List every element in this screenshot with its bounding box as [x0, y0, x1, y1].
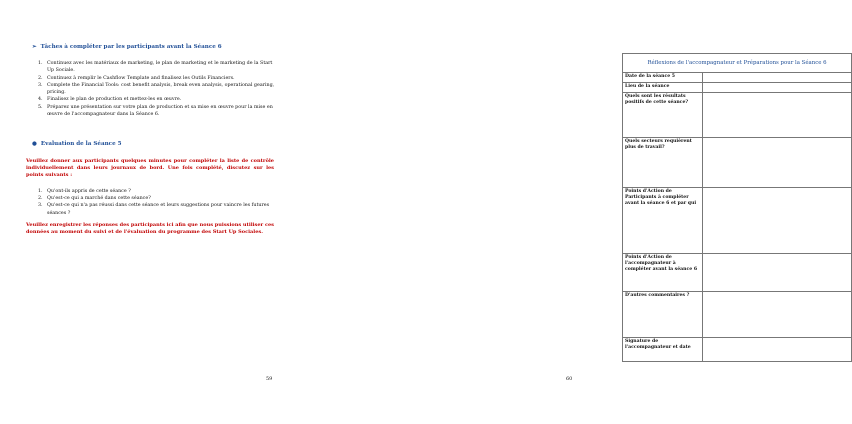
dot-bullet-icon: ●	[32, 141, 37, 147]
row-label: D'autres commentaires ?	[623, 292, 703, 338]
list-item: 3. Qu'est-ce qui n'a pas réussi dans cette séance et leurs suggestions pour vaincre les futures séances ?	[38, 203, 270, 216]
list-item: 2. Qu'est-ce qui a marché dans cette séance?	[38, 196, 151, 202]
row-label: Signature de l'accompagnateur et date	[623, 338, 703, 362]
reflection-table	[622, 53, 852, 362]
right-page	[300, 0, 827, 424]
question-list	[38, 188, 278, 217]
answer-cell[interactable]	[703, 338, 852, 362]
instructions-text: Veuillez donner aux participants quelques minutes pour compléter la liste de contrôle individuellement dans leurs journaux de bord. Une fois complété, discutez sur les points suivants :	[26, 158, 274, 178]
page-number: 59	[266, 376, 273, 382]
row-label: Quels sont les résultats positifs de cette séance?	[623, 93, 703, 138]
list-item: 1. Continuez avec les matériaux de marketing, le plan de marketing et le marketing de la Start Up Sociale.	[38, 61, 273, 74]
section-title-tasks: ➢ Tâches à compléter par les participants avant la Séance 6	[32, 44, 222, 50]
row-label: Lieu de la séance	[623, 83, 703, 93]
answer-cell[interactable]	[703, 83, 852, 93]
page-number: 60	[566, 376, 573, 382]
list-item: 2. Continuez à remplir le Cashflow Template and finalisez les Outils Financiers.	[38, 75, 235, 81]
section-title-evaluation: ● Evaluation de la Séance 5	[32, 141, 122, 147]
answer-cell[interactable]	[703, 73, 852, 83]
record-note: Veuillez enregistrer les réponses des participants ici afin que nous puissions utiliser ces données au moment du suivi et de l'évaluation du programme des Start Up Sociales.	[26, 222, 274, 235]
list-item: 4. Finalisez le plan de production et mettez-les en œuvre.	[38, 97, 182, 103]
answer-cell[interactable]	[703, 254, 852, 292]
task-list	[38, 60, 278, 118]
left-page	[0, 0, 300, 424]
answer-cell[interactable]	[703, 292, 852, 338]
answer-cell[interactable]	[703, 138, 852, 188]
row-label: Quels secteurs requièrent plus de travail?	[623, 138, 703, 188]
list-item: 5. Préparez une présentation sur votre plan de production et sa mise en œuvre pour la mise en œuvre de l'accompagnateur dans la Séance 6.	[38, 104, 273, 118]
answer-cell[interactable]	[703, 188, 852, 254]
list-item: 1. Qu'ont-ils appris de cette séance ?	[38, 189, 131, 194]
row-label: Date de la séance 5	[623, 73, 703, 83]
row-label: Points d'Action de l'accompagnateur à compléter avant la séance 6	[623, 254, 703, 292]
arrow-bullet-icon: ➢	[32, 44, 37, 50]
list-item: 3. Complete the Financial Tools: cost benefit analysis, break even analysis, operational gearing, pricing.	[38, 82, 275, 96]
row-label: Points d'Action de Participants à compléter avant la séance 6 et par qui	[623, 188, 703, 254]
answer-cell[interactable]	[703, 93, 852, 138]
table-title: Réflexions de l'accompagnateur et Préparations pour la Séance 6	[623, 54, 852, 73]
